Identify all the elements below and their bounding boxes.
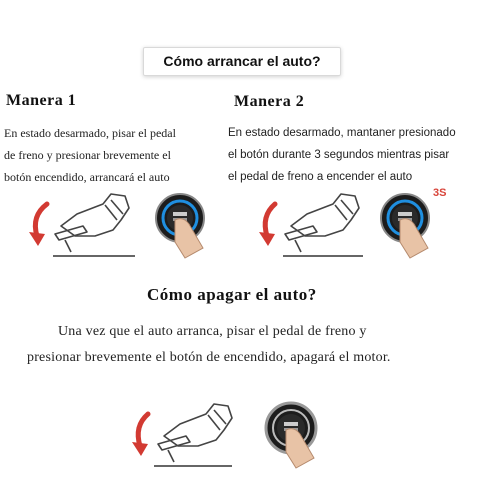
hold-duration-label: 3S — [433, 187, 447, 199]
method-2-line: el botón durante 3 segundos mientras pisar — [228, 149, 450, 161]
down-arrow-icon — [132, 414, 148, 456]
stop-illustration — [128, 398, 328, 470]
brake-pedal-icon — [53, 194, 135, 256]
method-1-line: botón encendido, arrancará el auto — [4, 170, 170, 184]
method-2-illustration — [255, 190, 475, 260]
method-1-text — [4, 122, 176, 188]
stop-heading: Cómo apagar el auto? — [147, 285, 317, 304]
method-2-line: el pedal de freno a encender el auto — [228, 171, 413, 183]
method-1-line: de freno y presionar brevemente el — [4, 148, 171, 162]
stop-text-line: presionar brevemente el botón de encendido, apagará el motor. — [27, 350, 391, 365]
method-1-line: En estado desarmado, pisar el pedal — [4, 126, 176, 140]
stop-text-line: Una vez que el auto arranca, pisar el pedal de freno y — [58, 324, 367, 339]
method-1-heading: Manera 1 — [6, 92, 77, 109]
method-2-line: En estado desarmado, mantaner presionado — [228, 127, 456, 139]
method-2-text — [228, 122, 456, 188]
method-2-heading: Manera 2 — [234, 93, 305, 110]
brake-pedal-icon — [283, 194, 363, 256]
brake-pedal-icon — [154, 404, 232, 466]
down-arrow-icon — [29, 204, 47, 246]
method-1-illustration — [25, 190, 225, 260]
down-arrow-icon — [259, 204, 275, 246]
page-title: Cómo arrancar el auto? — [143, 47, 341, 76]
